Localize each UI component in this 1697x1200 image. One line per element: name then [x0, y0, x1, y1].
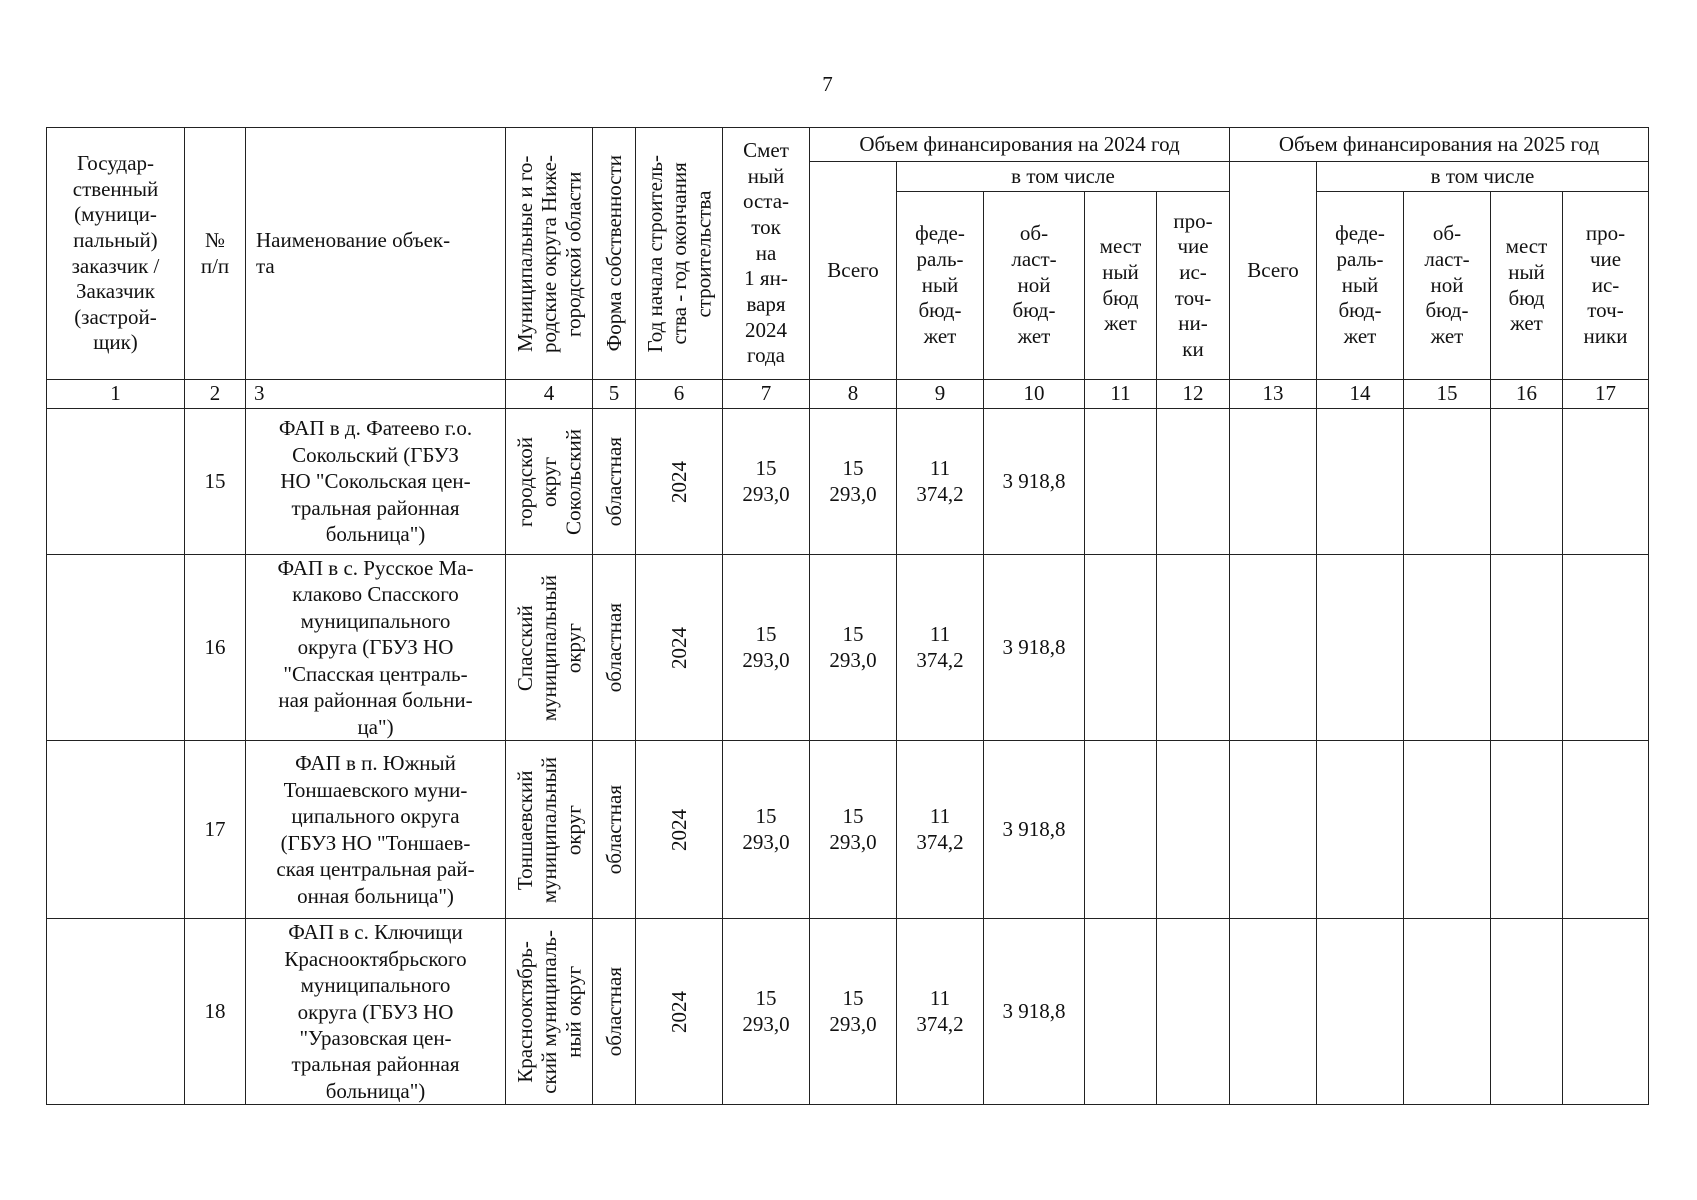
column-number: 15: [1404, 380, 1491, 409]
cell-num: 18: [185, 919, 246, 1105]
header-years: Год начала строитель- ства - год окончания строительства: [636, 128, 723, 380]
header-local-2024: мест ный бюд жет: [1085, 192, 1157, 380]
column-number: 13: [1230, 380, 1317, 409]
cell-customer: [47, 555, 185, 741]
table-row: [47, 555, 1649, 741]
cell-object-name: ФАП в п. Южный Тоншаевского муни- ципального округа (ГБУЗ НО "Тоншаев- ская центральная рай- онная больница"): [246, 741, 506, 919]
column-number: 6: [636, 380, 723, 409]
cell-federal-2024: 11 374,2: [897, 919, 984, 1105]
header-estimate: Смет ный оста- ток на 1 ян- варя 2024 года: [723, 128, 810, 380]
page-number: 7: [822, 72, 833, 96]
cell-federal-2024: 11 374,2: [897, 409, 984, 555]
cell-total-2024: 15 293,0: [810, 409, 897, 555]
header-local-2025: мест ный бюд жет: [1491, 192, 1563, 380]
cell-federal-2025: [1317, 919, 1404, 1105]
cell-year: 2024: [636, 555, 723, 741]
cell-year: 2024: [636, 409, 723, 555]
cell-local-2025: [1491, 409, 1563, 555]
header-district: Муниципальные и го- родские округа Ниже- городской области: [506, 128, 593, 380]
cell-estimate: 15 293,0: [723, 919, 810, 1105]
cell-district: Краснооктябрь- ский муниципаль- ный округ: [506, 919, 593, 1105]
table-row: [47, 409, 1649, 555]
cell-regional-2024: 3 918,8: [984, 919, 1085, 1105]
table-row: [47, 919, 1649, 1105]
table-body: [47, 409, 1649, 1105]
header-num: № п/п: [185, 128, 246, 380]
cell-total-2025: [1230, 409, 1317, 555]
cell-district: городской округ Сокольский: [506, 409, 593, 555]
cell-federal-2024: 11 374,2: [897, 555, 984, 741]
column-number-row: [47, 380, 1649, 409]
header-including-2025: в том числе: [1317, 162, 1649, 192]
cell-total-2025: [1230, 741, 1317, 919]
cell-total-2025: [1230, 555, 1317, 741]
cell-regional-2024: 3 918,8: [984, 555, 1085, 741]
column-number: 16: [1491, 380, 1563, 409]
header-customer: Государ- ственный (муници- пальный) заказчик / Заказчик (застрой- щик): [47, 128, 185, 380]
cell-local-2025: [1491, 741, 1563, 919]
cell-regional-2025: [1404, 919, 1491, 1105]
cell-federal-2025: [1317, 741, 1404, 919]
column-number: 4: [506, 380, 593, 409]
cell-local-2024: [1085, 919, 1157, 1105]
cell-object-name: ФАП в д. Фатеево г.о. Сокольский (ГБУЗ НО "Сокольская цен- тральная районная больница"): [246, 409, 506, 555]
cell-federal-2025: [1317, 555, 1404, 741]
column-number: 1: [47, 380, 185, 409]
header-financing-2025: Объем финансирования на 2025 год: [1230, 128, 1649, 162]
cell-ownership: областная: [593, 919, 636, 1105]
cell-district: Тоншаевский муниципальный округ: [506, 741, 593, 919]
cell-estimate: 15 293,0: [723, 409, 810, 555]
cell-num: 17: [185, 741, 246, 919]
cell-other-2025: [1563, 409, 1649, 555]
cell-federal-2025: [1317, 409, 1404, 555]
cell-other-2024: [1157, 409, 1230, 555]
cell-regional-2025: [1404, 555, 1491, 741]
cell-local-2025: [1491, 555, 1563, 741]
cell-ownership: областная: [593, 741, 636, 919]
cell-num: 15: [185, 409, 246, 555]
cell-other-2024: [1157, 555, 1230, 741]
cell-total-2025: [1230, 919, 1317, 1105]
header-ownership: Форма собственности: [593, 128, 636, 380]
column-number: 10: [984, 380, 1085, 409]
column-number: 9: [897, 380, 984, 409]
cell-federal-2024: 11 374,2: [897, 741, 984, 919]
column-number: 12: [1157, 380, 1230, 409]
cell-year: 2024: [636, 919, 723, 1105]
cell-num: 16: [185, 555, 246, 741]
cell-local-2025: [1491, 919, 1563, 1105]
cell-regional-2025: [1404, 741, 1491, 919]
cell-ownership: областная: [593, 409, 636, 555]
cell-local-2024: [1085, 555, 1157, 741]
cell-regional-2024: 3 918,8: [984, 409, 1085, 555]
header-object-name: Наименование объек- та: [246, 128, 506, 380]
column-number: 14: [1317, 380, 1404, 409]
cell-total-2024: 15 293,0: [810, 919, 897, 1105]
header-federal-2024: феде- раль- ный бюд- жет: [897, 192, 984, 380]
cell-ownership: областная: [593, 555, 636, 741]
cell-customer: [47, 741, 185, 919]
cell-year: 2024: [636, 741, 723, 919]
header-financing-2024: Объем финансирования на 2024 год: [810, 128, 1230, 162]
column-number: 8: [810, 380, 897, 409]
column-number: 5: [593, 380, 636, 409]
cell-local-2024: [1085, 741, 1157, 919]
cell-other-2025: [1563, 555, 1649, 741]
header-other-2025: про- чие ис- точ- ники: [1563, 192, 1649, 380]
column-number: 7: [723, 380, 810, 409]
cell-local-2024: [1085, 409, 1157, 555]
cell-estimate: 15 293,0: [723, 741, 810, 919]
header-total-2025: Всего: [1230, 162, 1317, 380]
column-number: 11: [1085, 380, 1157, 409]
cell-regional-2024: 3 918,8: [984, 741, 1085, 919]
cell-total-2024: 15 293,0: [810, 741, 897, 919]
header-federal-2025: феде- раль- ный бюд- жет: [1317, 192, 1404, 380]
cell-regional-2025: [1404, 409, 1491, 555]
cell-object-name: ФАП в с. Ключищи Краснооктябрьского муниципального округа (ГБУЗ НО "Уразовская цен- тральная районная больница"): [246, 919, 506, 1105]
column-number: 17: [1563, 380, 1649, 409]
column-number: 3: [246, 380, 506, 409]
cell-other-2025: [1563, 919, 1649, 1105]
cell-customer: [47, 409, 185, 555]
cell-object-name: ФАП в с. Русское Ма- клаково Спасского муниципального округа (ГБУЗ НО "Спасская централь- ная районная больни- ца"): [246, 555, 506, 741]
header-total-2024: Всего: [810, 162, 897, 380]
financing-table: [46, 127, 1649, 1105]
cell-total-2024: 15 293,0: [810, 555, 897, 741]
column-number: 2: [185, 380, 246, 409]
cell-other-2024: [1157, 741, 1230, 919]
table-row: [47, 741, 1649, 919]
cell-district: Спасский муниципальный округ: [506, 555, 593, 741]
cell-other-2024: [1157, 919, 1230, 1105]
cell-customer: [47, 919, 185, 1105]
cell-estimate: 15 293,0: [723, 555, 810, 741]
header-regional-2025: об- ласт- ной бюд- жет: [1404, 192, 1491, 380]
header-regional-2024: об- ласт- ной бюд- жет: [984, 192, 1085, 380]
header-other-2024: про- чие ис- точ- ни- ки: [1157, 192, 1230, 380]
header-including-2024: в том числе: [897, 162, 1230, 192]
cell-other-2025: [1563, 741, 1649, 919]
